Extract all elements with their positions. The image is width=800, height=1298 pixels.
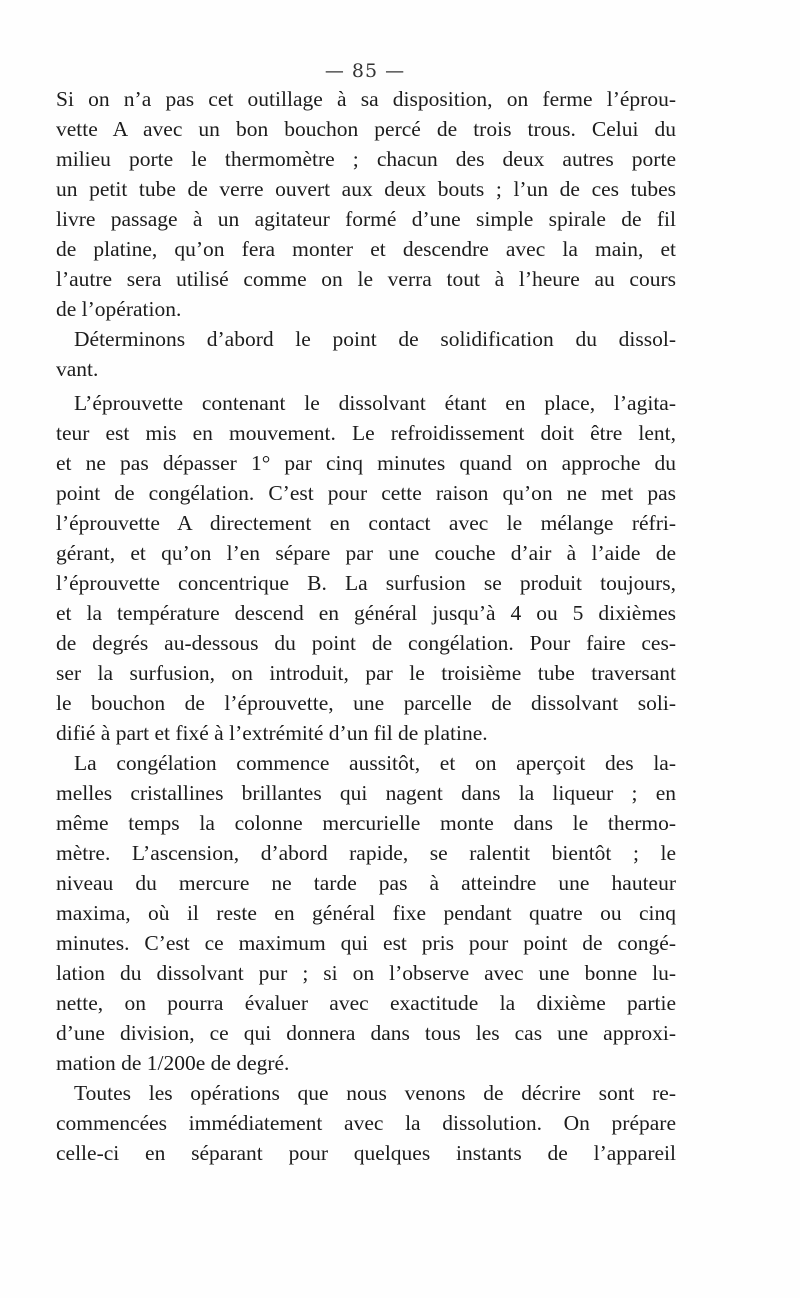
text-line: Si on n’a pas cet outillage à sa disposition, on ferme l’éprou- <box>56 87 676 111</box>
text-line: lation du dissolvant pur ; si on l’observe avec une bonne lu- <box>56 961 676 985</box>
text-line: de l’opération. <box>56 297 182 321</box>
paragraph-5 <box>56 1078 676 1168</box>
text-line: mètre. L’ascension, d’abord rapide, se ralentit bientôt ; le <box>56 841 676 865</box>
text-line: celle-ci en séparant pour quelques instants de l’appareil <box>56 1141 676 1165</box>
text-line: livre passage à un agitateur formé d’une simple spirale de fil <box>56 207 676 231</box>
text-line: Toutes les opérations que nous venons de décrire sont re- <box>74 1081 676 1105</box>
text-line: L’éprouvette contenant le dissolvant étant en place, l’agita- <box>74 391 676 415</box>
text-line: nette, on pourra évaluer avec exactitude la dixième partie <box>56 991 676 1015</box>
text-line: commencées immédiatement avec la dissolution. On prépare <box>56 1111 676 1135</box>
paragraph-2 <box>56 324 676 384</box>
page-number: — 85 — <box>324 60 406 82</box>
text-line: Déterminons d’abord le point de solidification du dissol- <box>74 327 676 351</box>
text-line: de degrés au-dessous du point de congélation. Pour faire ces- <box>56 631 676 655</box>
text-line: et ne pas dépasser 1° par cinq minutes quand on approche du <box>56 451 676 475</box>
text-line: minutes. C’est ce maximum qui est pris pour point de congé- <box>56 931 676 955</box>
text-line: melles cristallines brillantes qui nagent dans la liqueur ; en <box>56 781 676 805</box>
text-line: teur est mis en mouvement. Le refroidissement doit être lent, <box>56 421 676 445</box>
text-line: point de congélation. C’est pour cette raison qu’on ne met pas <box>56 481 676 505</box>
text-line: mation de 1/200e de degré. <box>56 1051 290 1075</box>
text-line: même temps la colonne mercurielle monte dans le thermo- <box>56 811 676 835</box>
text-line: difié à part et fixé à l’extrémité d’un fil de platine. <box>56 721 488 745</box>
text-line: gérant, et qu’on l’en sépare par une couche d’air à l’aide de <box>56 541 676 565</box>
text-line: ser la surfusion, on introduit, par le troisième tube traversant <box>56 661 676 685</box>
paragraph-4 <box>56 748 676 1078</box>
text-line: l’autre sera utilisé comme on le verra tout à l’heure au cours <box>56 267 676 291</box>
text-line: de platine, qu’on fera monter et descendre avec la main, et <box>56 237 676 261</box>
text-line: d’une division, ce qui donnera dans tous les cas une approxi- <box>56 1021 676 1045</box>
text-line: La congélation commence aussitôt, et on aperçoit des la- <box>74 751 676 775</box>
text-line: un petit tube de verre ouvert aux deux bouts ; l’un de ces tubes <box>56 177 676 201</box>
text-line: le bouchon de l’éprouvette, une parcelle de dissolvant soli- <box>56 691 676 715</box>
paragraph-1 <box>56 84 676 324</box>
text-line: et la température descend en général jusqu’à 4 ou 5 dixièmes <box>56 601 676 625</box>
text-line: vant. <box>56 357 99 381</box>
paragraph-3 <box>56 388 676 748</box>
text-line: niveau du mercure ne tarde pas à atteindre une hauteur <box>56 871 676 895</box>
text-line: l’éprouvette A directement en contact avec le mélange réfri- <box>56 511 676 535</box>
body-text <box>56 84 676 1168</box>
text-line: maxima, où il reste en général fixe pendant quatre ou cinq <box>56 901 676 925</box>
text-line: vette A avec un bon bouchon percé de trois trous. Celui du <box>56 117 676 141</box>
text-line: l’éprouvette concentrique B. La surfusion se produit toujours, <box>56 571 676 595</box>
text-line: milieu porte le thermomètre ; chacun des deux autres porte <box>56 147 676 171</box>
